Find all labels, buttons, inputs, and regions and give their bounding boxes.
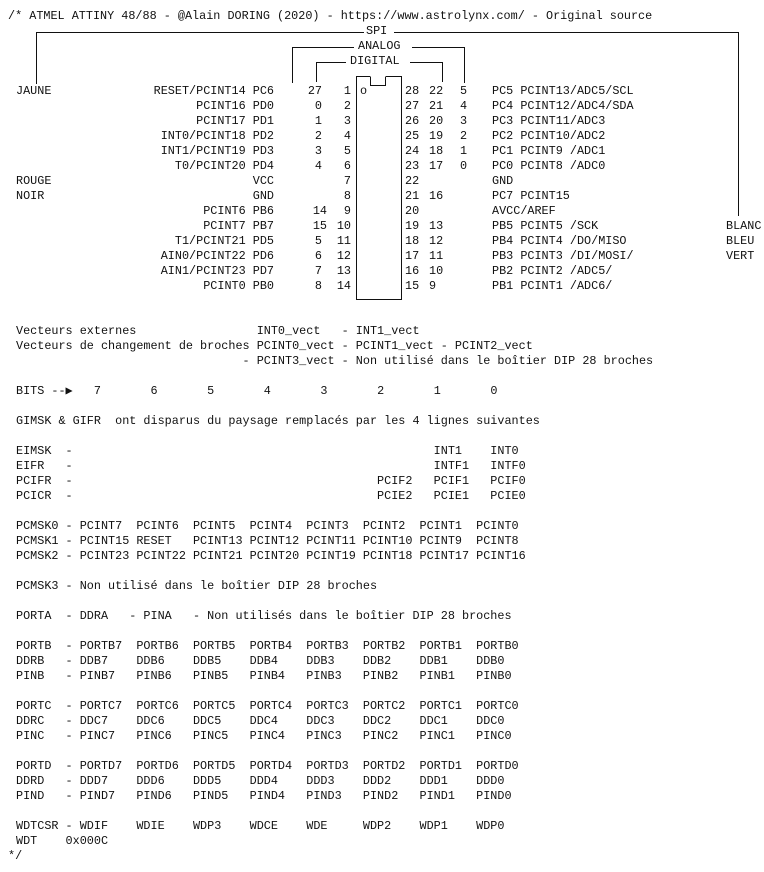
analog-bracket-right-leg — [464, 47, 465, 83]
left-pin-name: INT1/PCINT19 PD3 — [160, 144, 274, 158]
left-pin-digital: 3 — [314, 144, 322, 158]
right-pin-digital: 19 — [429, 129, 444, 143]
listing-line: PCMSK2 - PCINT23 PCINT22 PCINT21 PCINT20 PCINT19 PCINT18 PCINT17 PCINT16 — [16, 549, 526, 563]
spi-bracket-top-left — [36, 32, 364, 33]
left-pin-number: 3 — [343, 114, 351, 128]
right-pin-name: PB1 PCINT1 /ADC6/ — [492, 279, 613, 293]
comment-close: */ — [8, 849, 23, 863]
right-pin-name: PC4 PCINT12/ADC4/SDA — [492, 99, 634, 113]
left-pin-name: VCC — [252, 174, 274, 188]
listing-line: PCIFR - PCIF2 PCIF1 PCIF0 — [16, 474, 526, 488]
right-pin-name: PB4 PCINT4 /DO/MISO — [492, 234, 627, 248]
right-pin-digital: 12 — [429, 234, 444, 248]
left-pin-name: PCINT6 PB6 — [203, 204, 274, 218]
right-pin-number: 23 — [405, 159, 420, 173]
right-pin-number: 24 — [405, 144, 420, 158]
right-pin-number: 27 — [405, 99, 420, 113]
left-pin-analog: 14 — [312, 204, 327, 218]
listing-line: PCICR - PCIE2 PCIE1 PCIE0 — [16, 489, 526, 503]
listing-line: EIFR - INTF1 INTF0 — [16, 459, 526, 473]
listing-line: PORTA - DDRA - PINA - Non utilisés dans le boîtier DIP 28 broches — [16, 609, 512, 623]
left-pin-name: T1/PCINT21 PD5 — [174, 234, 274, 248]
listing-line: PORTC - PORTC7 PORTC6 PORTC5 PORTC4 PORTC3 PORTC2 PORTC1 PORTC0 — [16, 699, 519, 713]
left-pin-number: 13 — [336, 264, 351, 278]
analog-label: ANALOG — [358, 39, 401, 53]
left-pin-name: PCINT0 PB0 — [203, 279, 274, 293]
digital-bracket-left-leg — [316, 62, 317, 82]
right-pin-digital: 20 — [429, 114, 444, 128]
listing-line: BITS --▶ 7 6 5 4 3 2 1 0 — [16, 384, 498, 398]
right-pin-name: PC2 PCINT10/ADC2 — [492, 129, 606, 143]
left-pin-digital: 6 — [314, 249, 322, 263]
spi-bracket-left-leg — [36, 32, 37, 84]
right-pin-analog: 2 — [460, 129, 468, 143]
right-pin-analog: 3 — [460, 114, 468, 128]
right-pin-number: 25 — [405, 129, 420, 143]
left-pin-name: INT0/PCINT18 PD2 — [160, 129, 274, 143]
right-pin-number: 15 — [405, 279, 420, 293]
listing-line: - PCINT3_vect - Non utilisé dans le boîtier DIP 28 broches — [16, 354, 654, 368]
spi-bracket-right-leg — [738, 32, 739, 216]
left-pin-number: 12 — [336, 249, 351, 263]
left-pin-name: PCINT7 PB7 — [203, 219, 274, 233]
right-pin-digital: 21 — [429, 99, 444, 113]
listing-line: Vecteurs externes INT0_vect - INT1_vect — [16, 324, 420, 338]
left-pin-number: 14 — [336, 279, 351, 293]
right-pin-name: PC7 PCINT15 — [492, 189, 570, 203]
right-pin-name: PB5 PCINT5 /SCK — [492, 219, 599, 233]
left-pin-number: 8 — [343, 189, 351, 203]
listing-line: DDRC - DDC7 DDC6 DDC5 DDC4 DDC3 DDC2 DDC1 DDC0 — [16, 714, 505, 728]
analog-bracket-top-left — [292, 47, 354, 48]
right-pin-number: 20 — [405, 204, 420, 218]
right-pin-digital: 10 — [429, 264, 444, 278]
left-pin-number: 9 — [343, 204, 351, 218]
listing-line: PORTB - PORTB7 PORTB6 PORTB5 PORTB4 PORTB3 PORTB2 PORTB1 PORTB0 — [16, 639, 519, 653]
left-pin-number: 1 — [343, 84, 351, 98]
right-pin-digital: 17 — [429, 159, 444, 173]
left-pin-name: GND — [252, 189, 274, 203]
left-pin-name: PCINT17 PD1 — [196, 114, 274, 128]
left-pin-digital: 0 — [314, 99, 322, 113]
listing-line: EIMSK - INT1 INT0 — [16, 444, 519, 458]
left-pin-digital: 8 — [314, 279, 322, 293]
listing-title: /* ATMEL ATTINY 48/88 - @Alain DORING (2020) - https://www.astrolynx.com/ - Original source — [8, 9, 653, 23]
listing-line: PCMSK1 - PCINT15 RESET PCINT13 PCINT12 PCINT11 PCINT10 PCINT9 PCINT8 — [16, 534, 519, 548]
listing-line: WDT 0x000C — [16, 834, 109, 848]
left-pin-digital: 5 — [314, 234, 322, 248]
listing-line: PORTD - PORTD7 PORTD6 PORTD5 PORTD4 PORTD3 PORTD2 PORTD1 PORTD0 — [16, 759, 519, 773]
wire-color-label: JAUNE — [16, 84, 52, 98]
right-pin-name: PC5 PCINT13/ADC5/SCL — [492, 84, 634, 98]
right-pin-digital: 13 — [429, 219, 444, 233]
spi-bracket-top-right — [394, 32, 738, 33]
left-pin-number: 5 — [343, 144, 351, 158]
digital-bracket-top-left — [316, 62, 346, 63]
right-pin-name: PC1 PCINT9 /ADC1 — [492, 144, 606, 158]
right-pin-name: PB3 PCINT3 /DI/MOSI/ — [492, 249, 634, 263]
listing-line: WDTCSR - WDIF WDIE WDP3 WDCE WDE WDP2 WDP1 WDP0 — [16, 819, 505, 833]
right-pin-analog: 1 — [460, 144, 468, 158]
left-pin-number: 10 — [336, 219, 351, 233]
right-pin-name: PC0 PCINT8 /ADC0 — [492, 159, 606, 173]
wire-color-label: BLANC — [726, 219, 762, 233]
listing-line: Vecteurs de changement de broches PCINT0_vect - PCINT1_vect - PCINT2_vect — [16, 339, 533, 353]
right-pin-number: 26 — [405, 114, 420, 128]
left-pin-name: AIN0/PCINT22 PD6 — [160, 249, 274, 263]
right-pin-number: 28 — [405, 84, 420, 98]
wire-color-label: ROUGE — [16, 174, 52, 188]
listing-line: GIMSK & GIFR ont disparus du paysage remplacés par les 4 lignes suivantes — [16, 414, 540, 428]
right-pin-digital: 16 — [429, 189, 444, 203]
analog-bracket-left-leg — [292, 47, 293, 83]
spi-label: SPI — [366, 24, 388, 38]
listing-line: PCMSK0 - PCINT7 PCINT6 PCINT5 PCINT4 PCINT3 PCINT2 PCINT1 PCINT0 — [16, 519, 519, 533]
left-pin-name: PCINT16 PD0 — [196, 99, 274, 113]
left-pin-digital: 4 — [314, 159, 322, 173]
right-pin-analog: 0 — [460, 159, 468, 173]
digital-bracket-right-leg — [442, 62, 443, 82]
listing-line: PIND - PIND7 PIND6 PIND5 PIND4 PIND3 PIND2 PIND1 PIND0 — [16, 789, 512, 803]
chip-outline — [356, 76, 402, 300]
left-pin-number: 7 — [343, 174, 351, 188]
wire-color-label: NOIR — [16, 189, 45, 203]
listing-line: PCMSK3 - Non utilisé dans le boîtier DIP 28 broches — [16, 579, 378, 593]
right-pin-analog: 4 — [460, 99, 468, 113]
left-pin-name: AIN1/PCINT23 PD7 — [160, 264, 274, 278]
digital-label: DIGITAL — [350, 54, 400, 68]
left-pin-digital: 7 — [314, 264, 322, 278]
chip-notch — [370, 76, 386, 86]
listing-line: PINC - PINC7 PINC6 PINC5 PINC4 PINC3 PINC2 PINC1 PINC0 — [16, 729, 512, 743]
left-pin-number: 11 — [336, 234, 351, 248]
right-pin-number: 19 — [405, 219, 420, 233]
left-pin-digital: 1 — [314, 114, 322, 128]
left-pin-digital: 2 — [314, 129, 322, 143]
right-pin-number: 16 — [405, 264, 420, 278]
analog-bracket-top-right — [412, 47, 464, 48]
listing-line: PINB - PINB7 PINB6 PINB5 PINB4 PINB3 PINB2 PINB1 PINB0 — [16, 669, 512, 683]
right-pin-digital: 18 — [429, 144, 444, 158]
left-pin-number: 6 — [343, 159, 351, 173]
wire-color-label: VERT — [726, 249, 755, 263]
right-pin-number: 21 — [405, 189, 420, 203]
right-pin-name: AVCC/AREF — [492, 204, 556, 218]
left-pin-name: T0/PCINT20 PD4 — [174, 159, 274, 173]
right-pin-digital: 9 — [429, 279, 437, 293]
left-pin-number: 2 — [343, 99, 351, 113]
right-pin-name: PC3 PCINT11/ADC3 — [492, 114, 606, 128]
left-pin-digital: 27 — [307, 84, 322, 98]
listing-line: DDRD - DDD7 DDD6 DDD5 DDD4 DDD3 DDD2 DDD1 DDD0 — [16, 774, 505, 788]
listing-line: DDRB - DDB7 DDB6 DDB5 DDB4 DDB3 DDB2 DDB1 DDB0 — [16, 654, 505, 668]
left-pin-number: 4 — [343, 129, 351, 143]
left-pin-name: RESET/PCINT14 PC6 — [153, 84, 274, 98]
right-pin-name: PB2 PCINT2 /ADC5/ — [492, 264, 613, 278]
right-pin-digital: 11 — [429, 249, 444, 263]
pin1-mark: o — [360, 84, 368, 98]
right-pin-digital: 22 — [429, 84, 444, 98]
wire-color-label: BLEU — [726, 234, 755, 248]
right-pin-number: 18 — [405, 234, 420, 248]
right-pin-number: 17 — [405, 249, 420, 263]
digital-bracket-top-right — [410, 62, 442, 63]
left-pin-analog: 15 — [312, 219, 327, 233]
right-pin-name: GND — [492, 174, 514, 188]
right-pin-number: 22 — [405, 174, 420, 188]
right-pin-analog: 5 — [460, 84, 468, 98]
